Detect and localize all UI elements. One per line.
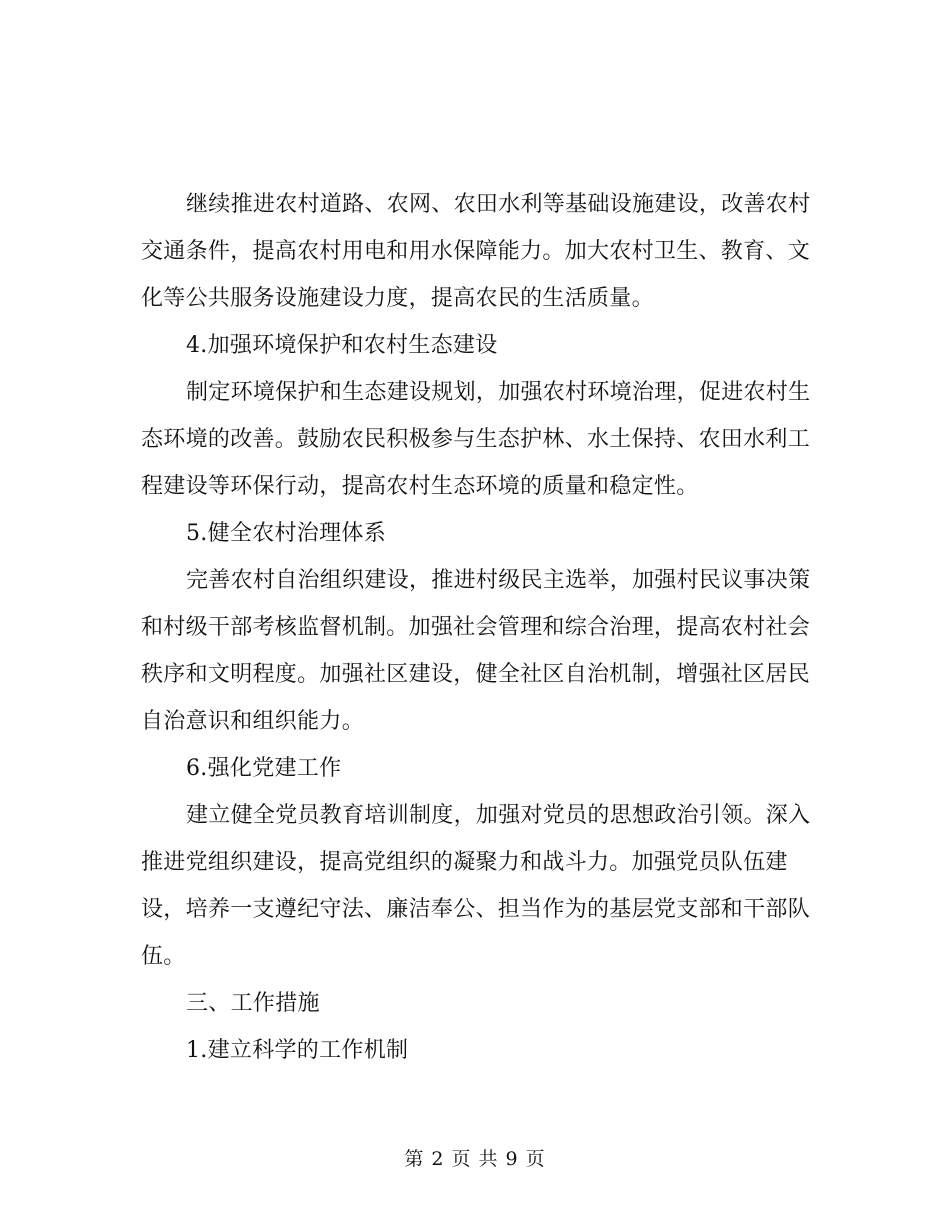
paragraph-line: 态环境的改善。鼓励农民积极参与生态护林、水土保持、农田水利工: [141, 427, 811, 452]
paragraph-line: 和村级干部考核监督机制。加强社会管理和综合治理，提高农村社会: [141, 615, 811, 640]
paragraph-party-building: [141, 792, 809, 980]
paragraph-line: 程建设等环保行动，提高农村生态环境的质量和稳定性。: [141, 474, 699, 499]
paragraph-environment: [141, 369, 809, 510]
paragraph-line: 完善农村自治组织建设，推进村级民主选举，加强村民议事决策: [186, 568, 811, 593]
paragraph-line: 交通条件，提高农村用电和用水保障能力。加大农村卫生、教育、文: [141, 239, 811, 264]
paragraph-line: 伍。: [141, 944, 186, 969]
paragraph-line: 建立健全党员教育培训制度，加强对党员的思想政治引领。深入: [186, 803, 811, 828]
paragraph-line: 设，培养一支遵纪守法、廉洁奉公、担当作为的基层党支部和干部队: [141, 897, 811, 922]
paragraph-line: 秩序和文明程度。加强社区建设，健全社区自治机制，增强社区居民: [141, 662, 811, 687]
paragraph-line: 化等公共服务设施建设力度，提高农民的生活质量。: [141, 286, 654, 311]
paragraph-line: 制定环境保护和生态建设规划，加强农村环境治理，促进农村生: [186, 380, 811, 405]
paragraph-line: 自治意识和组织能力。: [141, 709, 365, 734]
section-heading-5: 5.健全农村治理体系: [186, 521, 386, 546]
section-heading-work-measures: 三、工作措施: [186, 991, 320, 1016]
section-heading-1: 1.建立科学的工作机制: [186, 1038, 409, 1063]
paragraph-line: 继续推进农村道路、农网、农田水利等基础设施建设，改善农村: [186, 192, 811, 217]
section-heading-4: 4.加强环境保护和农村生态建设: [186, 333, 498, 358]
paragraph-line: 推进党组织建设，提高党组织的凝聚力和战斗力。加强党员队伍建: [141, 850, 788, 875]
section-heading-6: 6.强化党建工作: [186, 756, 342, 781]
page-number-footer: 第 2 页 共 9 页: [404, 1148, 546, 1170]
paragraph-governance: [141, 557, 809, 745]
paragraph-infrastructure: [141, 181, 809, 322]
